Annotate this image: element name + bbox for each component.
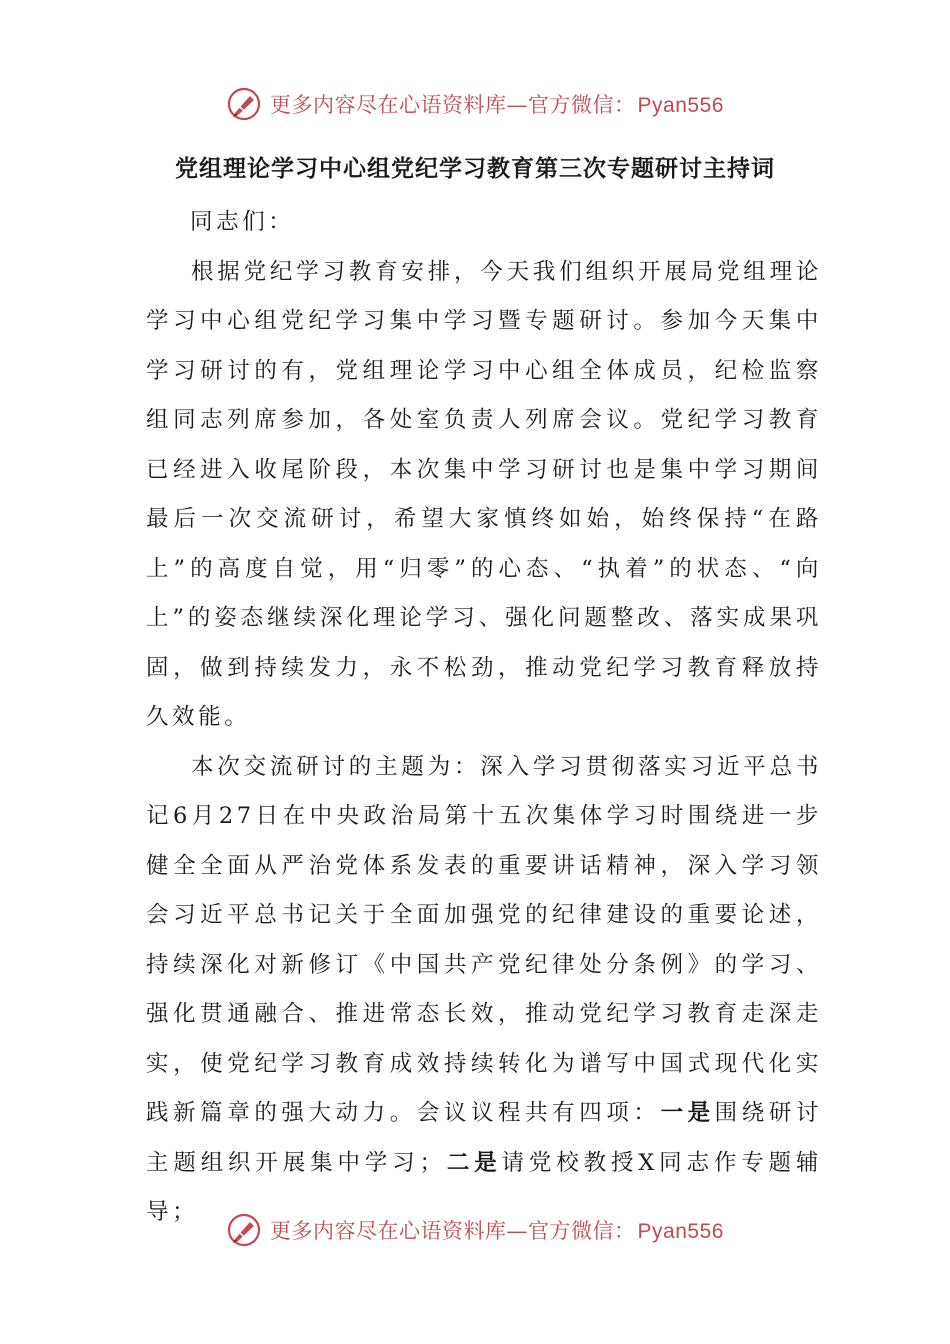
agenda-item-1-text: 围绕研讨主题组织开展集中学习；: [146, 1100, 823, 1176]
document-title: 党组理论学习中心组党纪学习教育第三次专题研讨主持词: [175, 156, 775, 182]
agenda-item-2-text: 请党校教授X同志作专题辅导；: [146, 1149, 823, 1225]
pen-nib-logo: [226, 1212, 262, 1248]
watermark-text: 更多内容尽在心语资料库—官方微信：Pyan556: [270, 93, 724, 117]
document-body: [146, 198, 822, 1238]
watermark-text: 更多内容尽在心语资料库—官方微信：Pyan556: [270, 1219, 724, 1243]
paragraph-1: 根据党纪学习教育安排，今天我们组织开展局党组理论学习中心组党纪学习集中学习暨专题研讨。参加今天集中学习研讨的有，党组理论学习中心组全体成员，纪检监察组同志列席参加，各处室负责人列席会议。党纪学习教育已经进入收尾阶段，本次集中学习研讨也是集中学习期间最后一次交流研讨，希望大家慎终如始，始终保持“在路上”的高度自觉，用“归零”的心态、“执着”的状态、“向上”的姿态继续深化理论学习、强化问题整改、落实成果巩固，做到持续发力，永不松劲，推动党纪学习教育释放持久效能。: [146, 258, 822, 730]
agenda-item-1-label: 一是: [660, 1100, 715, 1126]
greeting: 同志们：: [190, 209, 295, 235]
watermark-header: [0, 82, 950, 126]
paragraph-2: [146, 743, 822, 1238]
watermark-footer: [0, 1208, 950, 1252]
agenda-item-2-label: 二是: [445, 1149, 502, 1176]
paragraph-2-text: 本次交流研讨的主题为：深入学习贯彻落实习近平总书记6月27日在中央政治局第十五次集体学习时围绕进一步健全全面从严治党体系发表的重要讲话精神，深入学习领会习近平总书记关于全面加强党的纪律建设的重要论述，持续深化对新修订《中国共产党纪律处分条例》的学习、强化贯通融合、推进常态长效，推动党纪学习教育走深走实，使党纪学习教育成效持续转化为谱写中国式现代化实践新篇章的强大动力。会议议程共有四项：: [146, 753, 822, 1126]
pen-nib-logo: [226, 86, 262, 122]
